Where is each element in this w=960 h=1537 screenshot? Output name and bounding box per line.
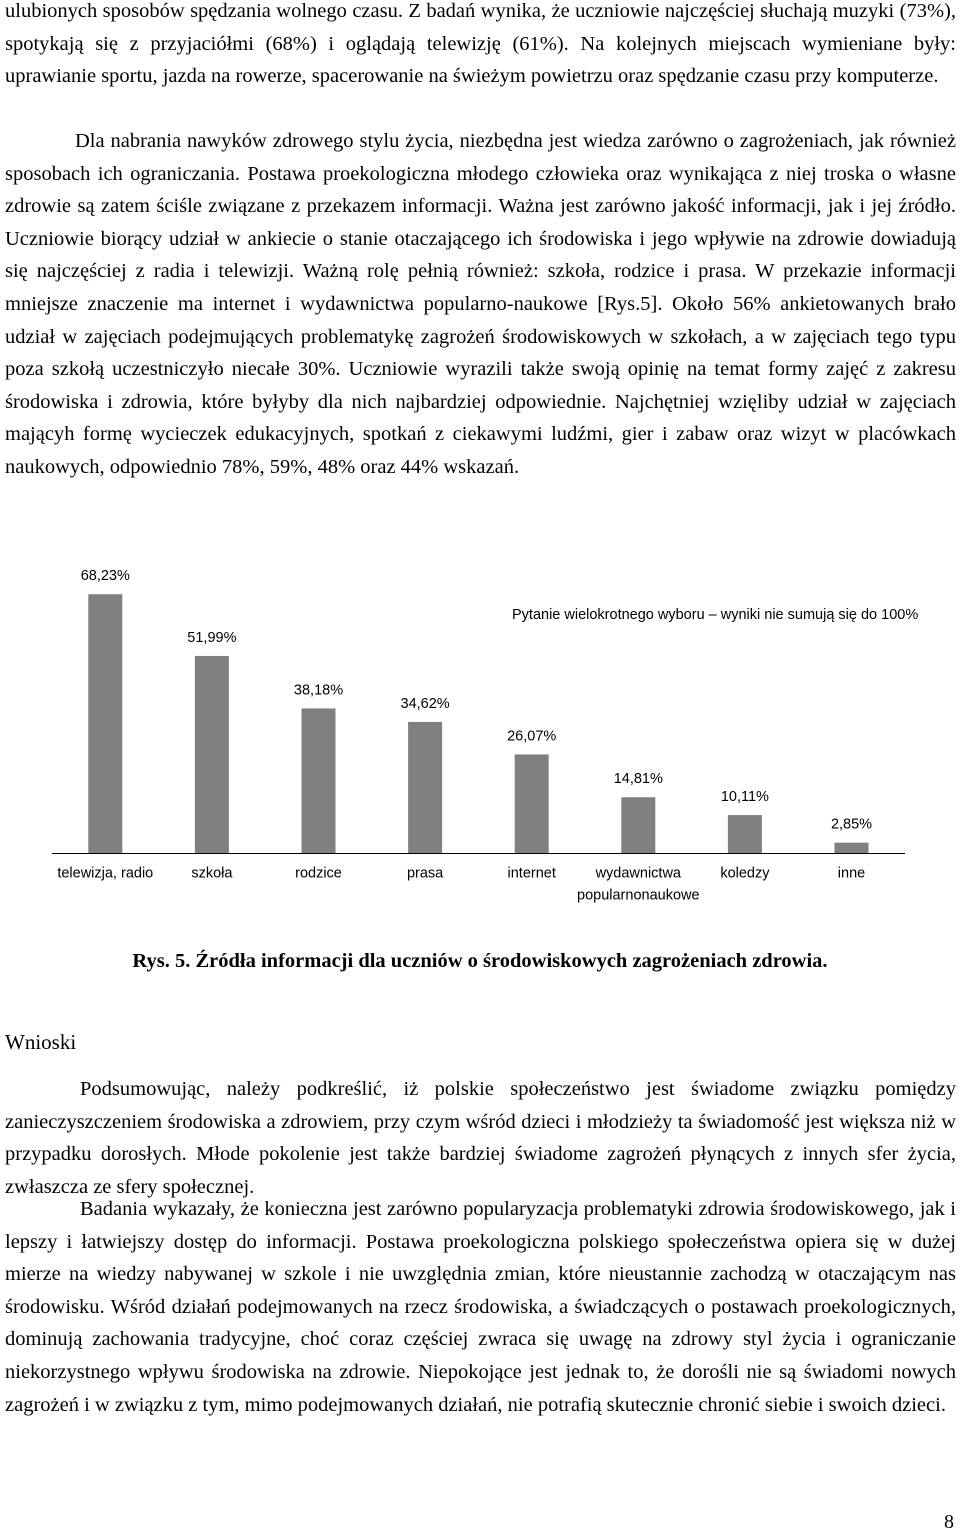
bar-chart-information-sources xyxy=(0,570,960,940)
bar-value-label: 68,23% xyxy=(80,570,130,585)
bar-value-label: 51,99% xyxy=(187,629,237,646)
bar-5 xyxy=(515,754,549,853)
bar-3 xyxy=(302,708,336,853)
bar-value-label: 26,07% xyxy=(507,728,557,745)
bar-value-label: 2,85% xyxy=(830,816,873,833)
paragraph-conclusions-1: Podsumowując, należy podkreślić, iż polskie społeczeństwo jest świadome związku pomiędzy zanieczyszczeniem środowiska a zdrowiem, przy czym wśród dzieci i młodzieży ta świadomość jest większa niż w przypadku dorosłych. Młode pokolenie jest także bardziej świadome zagrożeń płynących z innych sfer życia, zwłaszcza ze sfery społecznej. xyxy=(5,1078,956,1198)
category-tick-label: inne xyxy=(837,865,866,882)
bar-4 xyxy=(408,722,442,854)
bar-2 xyxy=(195,656,229,854)
category-tick-label: prasa xyxy=(406,865,444,882)
category-tick-label: telewizja, radio xyxy=(57,865,154,882)
bar-8 xyxy=(835,843,869,854)
category-tick-label: rodzice xyxy=(295,865,342,882)
page-number: 8 xyxy=(944,1511,954,1533)
bar-6 xyxy=(621,797,655,853)
bar-value-label: 14,81% xyxy=(613,771,663,788)
category-tick-label: popularnonaukowe xyxy=(577,887,700,904)
bar-value-label: 34,62% xyxy=(400,695,450,712)
bar-value-label: 10,11% xyxy=(720,789,769,806)
category-tick-label: wydawnictwa xyxy=(595,865,682,882)
category-tick-label: internet xyxy=(507,865,556,882)
figure-caption: Rys. 5. Źródła informacji dla uczniów o środowiskowych zagrożeniach zdrowia. xyxy=(132,950,828,972)
chart-annotation: Pytanie wielokrotnego wyboru – wyniki nie sumują się do 100% xyxy=(512,607,919,623)
paragraph-conclusions-2: Badania wykazały, że konieczna jest zarówno popularyzacja problematyki zdrowia środowiskowego, jak i lepszy i łatwiejszy dostęp do informacji. Postawa proekologiczna polskiego społeczeństwa opiera się w dużej mierze na wiedzy nabywanej w szkole i nie uwzględnia zmian, które nieustannie zachodzą w otaczającym nas środowisku. Wśród działań podejmowanych na rzecz środowiska, a świadczących o postawach proekologicznych, dominują zachowania tradycyjne, choć coraz częściej zwraca się uwagę na zdrowy styl życia i ograniczanie niekorzystnego wpływu środowiska na zdrowie. Niepokojące jest jednak to, że dorośli nie są świadomi nowych zagrożeń i w związku z tym, mimo podejmowanych działań, nie potrafią skutecznie chronić siebie i swoich dzieci. xyxy=(5,1198,956,1416)
bar-value-label: 38,18% xyxy=(293,682,344,699)
category-tick-label: szkoła xyxy=(191,865,233,882)
section-heading: Wnioski xyxy=(5,1030,77,1054)
bar-7 xyxy=(728,815,762,853)
category-tick-label: koledzy xyxy=(720,865,770,882)
paragraph-information-sources: Dla nabrania nawyków zdrowego stylu życia, niezbędna jest wiedza zarówno o zagrożeniach, jak również sposobach ich ograniczania. Postawa proekologiczna młodego człowieka oraz wynikająca z niej troska o własne zdrowie są zatem ściśle związane z przekazem informacji. Ważna jest zarówno jakość informacji, jak i jej źródło. Uczniowie biorący udział w ankiecie o stanie otaczającego ich środowiska i jego wpływie na zdrowie dowiadują się najczęściej z radia i telewizji. Ważną rolę pełnią również: szkoła, rodzice i prasa. W przekazie informacji mniejsze znaczenie ma internet i wydawnictwa popularno-naukowe [Rys.5]. Około 56% ankietowanych brało udział w zajęciach podejmujących problematykę zagrożeń środowiskowych w szkołach, a w zajęciach tego typu poza szkołą uczestniczyło niecałe 30%. Uczniowie wyrazili także swoją opinię na temat formy zajęć z zakresu środowiska i zdrowia, które byłyby dla nich najbardziej odpowiednie. Najchętniej wzięliby udział w zajęciach mającyh formę wycieczek edukacyjnych, spotkań z ciekawymi ludźmi, gier i zabaw oraz wizyt w placówkach naukowych, odpowiednio 78%, 59%, 48% oraz 44% wskazań. xyxy=(5,130,956,478)
bar-1 xyxy=(88,594,122,853)
paragraph-intro: ulubionych sposobów spędzania wolnego czasu. Z badań wynika, że uczniowie najczęściej słuchają muzyki (73%), spotykają się z przyjaciółmi (68%) i oglądają telewizję (61%). Na kolejnych miejscach wymieniane były: uprawianie sportu, jazda na rowerze, spacerowanie na świeżym powietrzu oraz spędzanie czasu przy komputerze. xyxy=(5,0,956,88)
